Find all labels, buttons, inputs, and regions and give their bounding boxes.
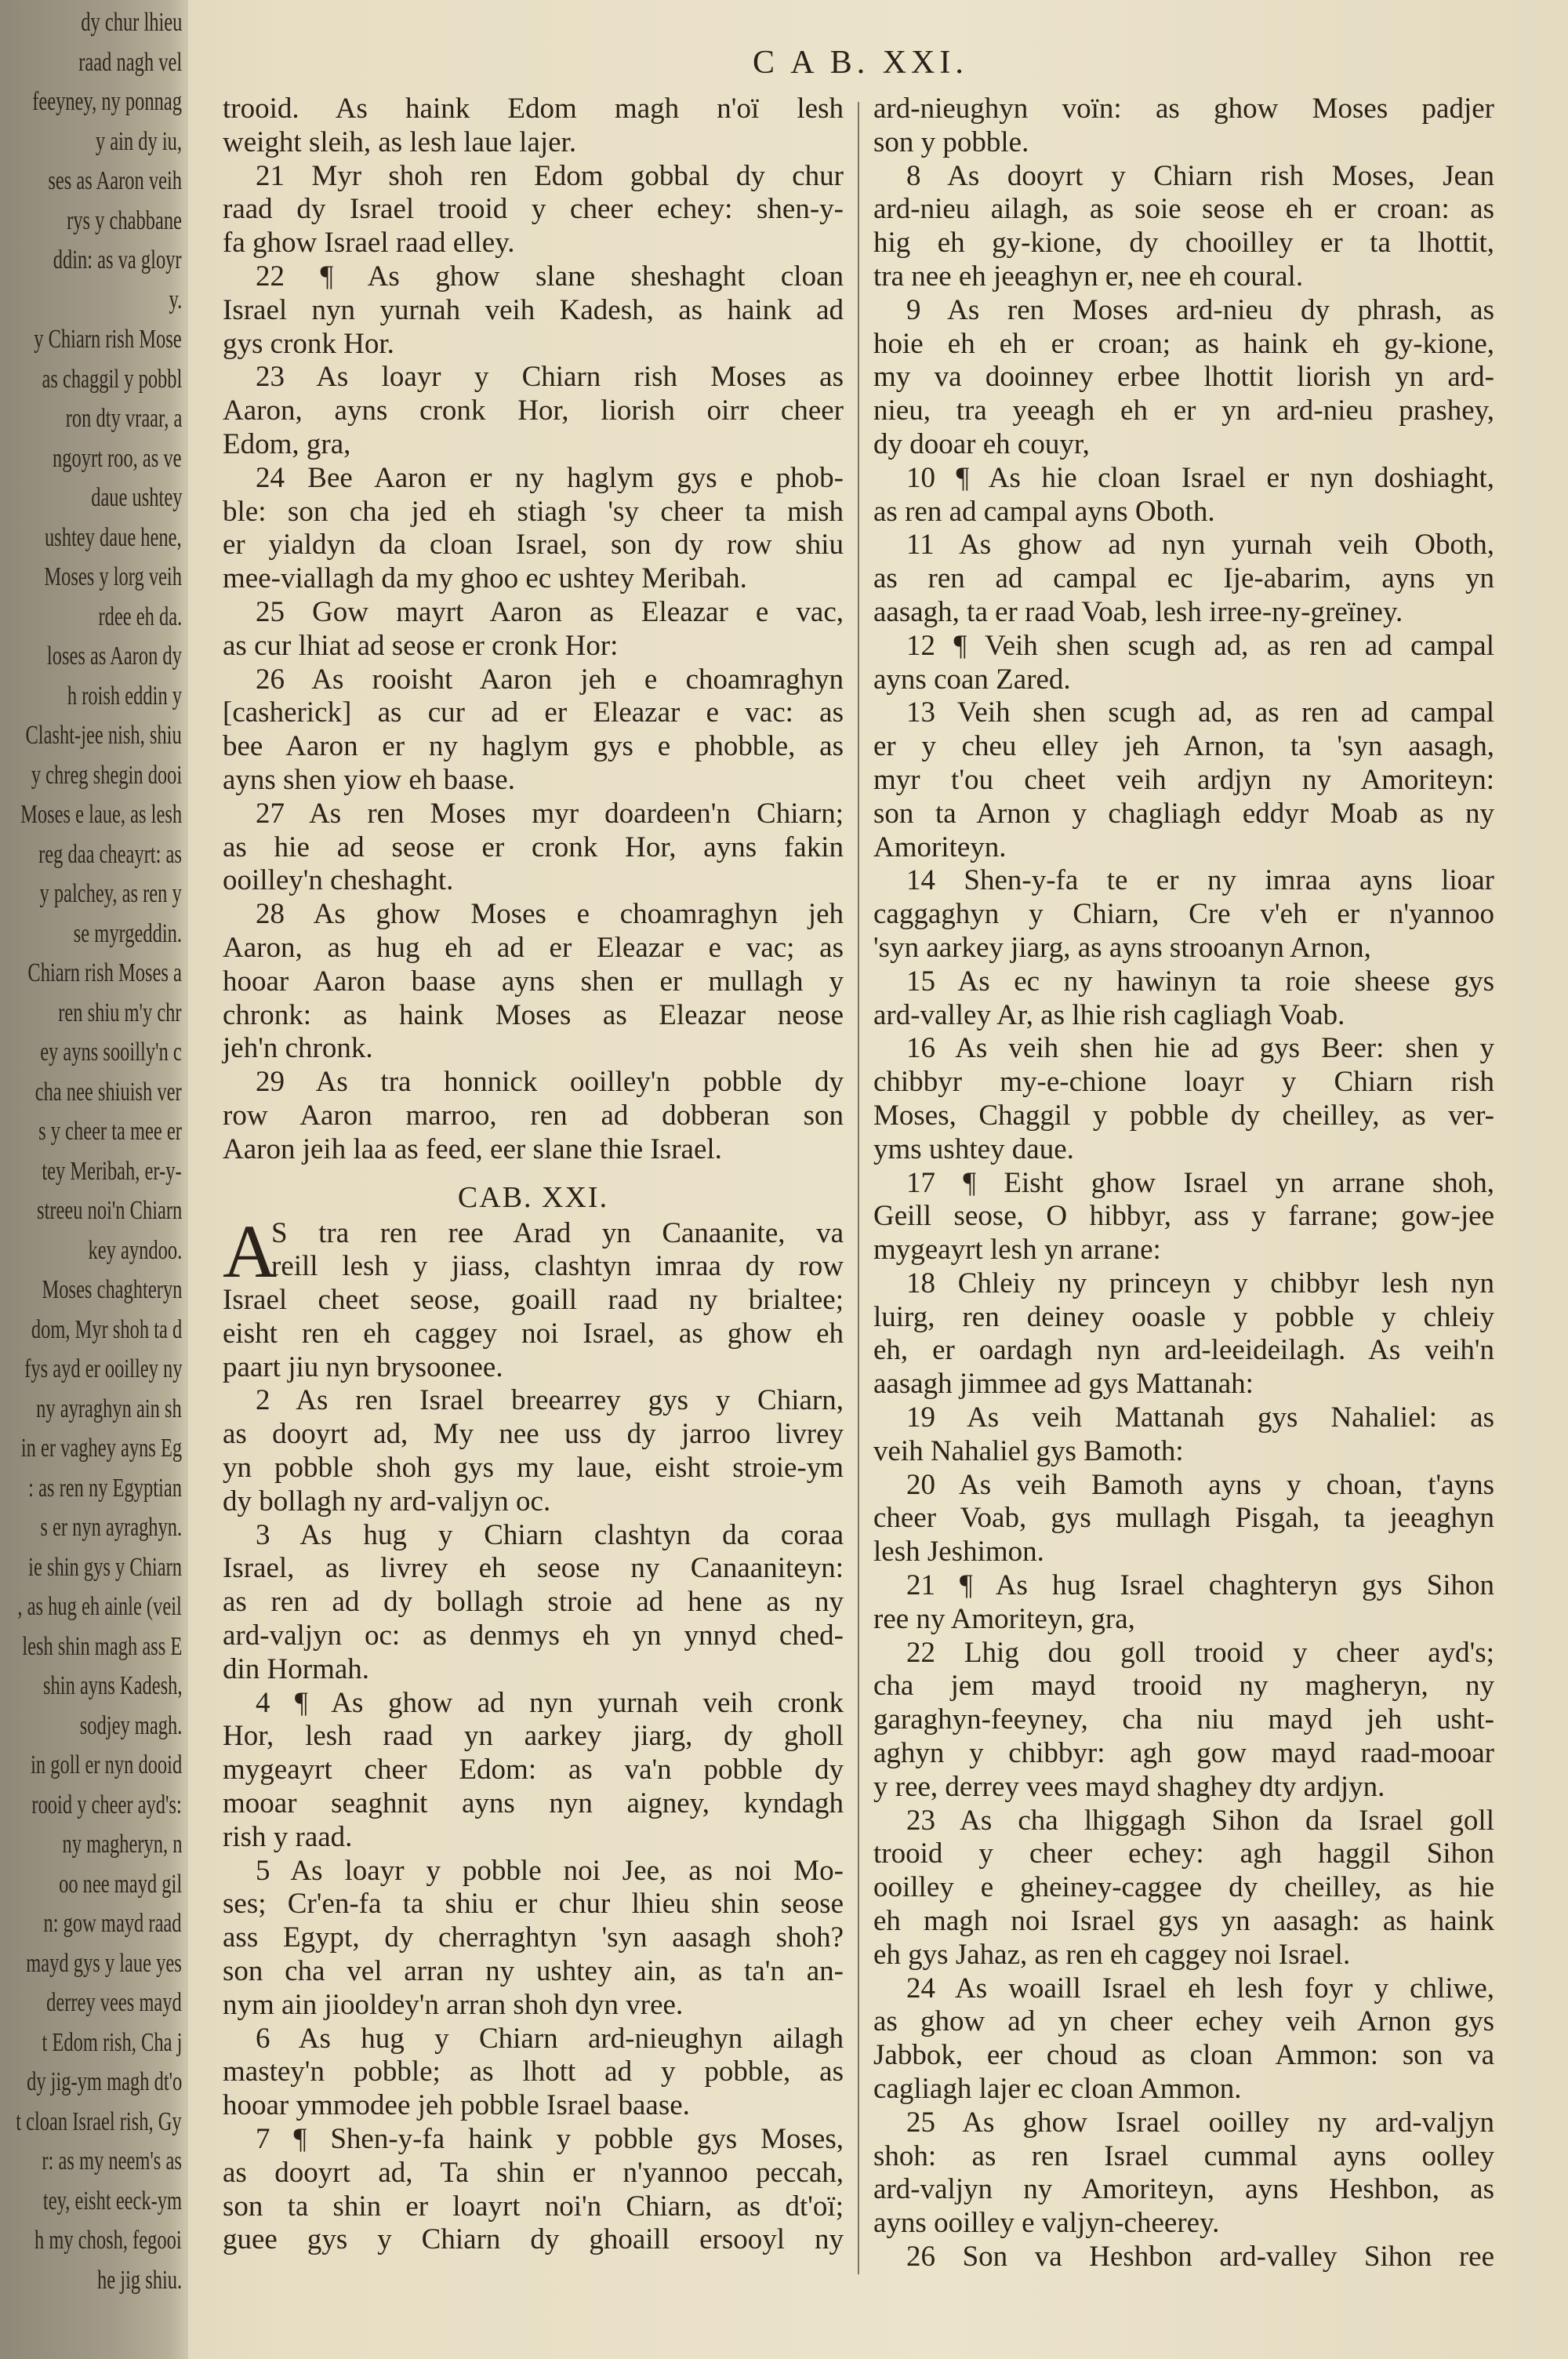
verse-paragraph bbox=[223, 1066, 844, 1166]
text-line: reill lesh y jiass, clashtyn imraa dy row bbox=[271, 1250, 844, 1283]
facing-page-fragment: tey, eisht eeck-ym bbox=[42, 2186, 182, 2215]
text-line: 9 As ren Moses ard-nieu dy phrash, as bbox=[906, 293, 1494, 326]
text-line: 26 As rooisht Aaron jeh e choamraghyn bbox=[256, 663, 844, 696]
facing-page-fragment: ren shiu m'y chr bbox=[58, 998, 182, 1027]
text-line: 24 Bee Aaron er ny haglym gys e phob- bbox=[256, 461, 844, 494]
verse-paragraph bbox=[223, 1687, 844, 1855]
text-line: 21 Myr shoh ren Edom gobbal dy chur bbox=[256, 159, 844, 192]
text-line: Israel cheet seose, goaill raad ny brialtee; bbox=[223, 1284, 844, 1317]
facing-page-fragment: n: gow mayd raad bbox=[43, 1909, 182, 1938]
verse-paragraph bbox=[223, 462, 844, 596]
text-line: Aaron, ayns cronk Hor, liorish oirr cheer bbox=[223, 394, 844, 427]
text-line: cheer Voab, gys mullagh Pisgah, ta jeeaghyn bbox=[873, 1502, 1494, 1535]
facing-page-fragment: Moses chaghteryn bbox=[42, 1275, 182, 1304]
facing-page-fragment: Clasht-jee nish, shiu bbox=[25, 721, 182, 750]
text-line: 14 Shen-y-fa te er ny imraa ayns lioar bbox=[906, 864, 1494, 897]
text-line: myr t'ou cheet veih ardjyn ny Amoriteyn: bbox=[873, 763, 1494, 796]
text-line: son ta shin er loayrt noi'n Chiarn, as dt'oï; bbox=[223, 2190, 844, 2223]
facing-page-fragment: y chreg shegin dooi bbox=[31, 760, 182, 790]
text-line: er y cheu elley jeh Arnon, ta 'syn aasagh, bbox=[873, 730, 1494, 763]
text-line: 22 ¶ As ghow slane sheshaght cloan bbox=[256, 260, 844, 293]
text-line: chronk: as haink Moses as Eleazar neose bbox=[223, 998, 844, 1031]
text-line: 16 As veih shen hie ad gys Beer: shen y bbox=[906, 1032, 1494, 1065]
text-line: as ren ad dy bollagh stroie ad hene as ny bbox=[223, 1586, 844, 1619]
text-line: ses; Cr'en-fa ta shiu er chur lhieu shin seose bbox=[223, 1888, 844, 1921]
text-line: y ree, derrey vees mayd shaghey dty ardjyn. bbox=[873, 1770, 1385, 1803]
text-line: ayns ooilley e valjyn-cheerey. bbox=[873, 2207, 1220, 2240]
text-line: 8 As dooyrt y Chiarn rish Moses, Jean bbox=[906, 159, 1494, 192]
chapter-heading: CAB. XXI. bbox=[457, 1180, 609, 1214]
facing-page-fragment: ny ayraghyn ain sh bbox=[36, 1394, 182, 1423]
text-line: hoie eh eh er croan; as haink eh gy-kione, bbox=[873, 327, 1494, 360]
text-line: cagliagh lajer ec cloan Ammon. bbox=[873, 2073, 1242, 2106]
text-line: S tra ren ree Arad yn Canaanite, va bbox=[271, 1216, 844, 1249]
text-line: ard-valjyn ny Amoriteyn, ayns Heshbon, as bbox=[873, 2173, 1494, 2206]
text-line: eisht ren eh caggey noi Israel, as ghow eh bbox=[223, 1317, 844, 1350]
text-line: 25 Gow mayrt Aaron as Eleazar e vac, bbox=[256, 595, 844, 628]
facing-page-fragment: Moses e laue, as lesh bbox=[20, 800, 182, 829]
text-line: 'syn aarkey jiarg, as ayns strooanyn Arnon, bbox=[873, 931, 1371, 964]
text-line: 13 Veih shen scugh ad, as ren ad campal bbox=[906, 696, 1494, 729]
text-line: 12 ¶ Veih shen scugh ad, as ren ad campal bbox=[906, 629, 1494, 662]
verse-paragraph bbox=[873, 1637, 1494, 1805]
text-line: as dooyrt ad, Ta shin er n'yannoo peccah, bbox=[223, 2156, 844, 2189]
text-line: 3 As hug y Chiarn clashtyn da coraa bbox=[256, 1518, 844, 1551]
verse-paragraph bbox=[873, 1032, 1494, 1166]
verse-paragraph bbox=[873, 160, 1494, 294]
verse-paragraph bbox=[223, 1209, 844, 1385]
verse-paragraph bbox=[873, 630, 1494, 697]
verse-paragraph bbox=[873, 864, 1494, 965]
facing-page-fragment: h roish eddin y bbox=[67, 681, 182, 711]
text-line: 2 As ren Israel breearrey gys y Chiarn, bbox=[256, 1384, 844, 1417]
facing-page-fragment: rdee eh da. bbox=[98, 602, 182, 631]
text-line: row Aaron marroo, ren ad dobberan son bbox=[223, 1099, 844, 1132]
verse-paragraph bbox=[223, 361, 844, 461]
text-line: my va dooinney erbee lhottit liorish yn ard- bbox=[873, 361, 1494, 394]
text-line: 22 Lhig dou goll trooid y cheer ayd's; bbox=[906, 1636, 1494, 1669]
text-line: Israel nyn yurnah veih Kadesh, as haink ad bbox=[223, 293, 844, 326]
verse-paragraph bbox=[223, 1384, 844, 1518]
verse-paragraph bbox=[223, 1855, 844, 2023]
verse-paragraph bbox=[223, 160, 844, 260]
text-line: 25 As ghow Israel ooilley ny ard-valjyn bbox=[906, 2106, 1494, 2139]
text-line: 6 As hug y Chiarn ard-nieughyn ailagh bbox=[256, 2022, 844, 2055]
verse-paragraph bbox=[873, 696, 1494, 864]
text-line: 20 As veih Bamoth ayns y choan, t'ayns bbox=[906, 1468, 1494, 1501]
text-line: aghyn y chibbyr: agh gow mayd raad-mooar bbox=[873, 1737, 1494, 1770]
text-line: ard-valjyn oc: as denmys eh yn ynnyd ched- bbox=[223, 1619, 844, 1652]
text-line: tra nee eh jeeaghyn er, nee eh coural. bbox=[873, 260, 1304, 293]
verse-paragraph bbox=[223, 596, 844, 663]
text-line: 29 As tra honnick ooilley'n pobble dy bbox=[256, 1066, 844, 1099]
text-line: chibbyr my-e-chione loayr y Chiarn rish bbox=[873, 1066, 1494, 1099]
verse-paragraph bbox=[223, 2023, 844, 2123]
text-line: cha jem mayd trooid ny magheryn, ny bbox=[873, 1670, 1494, 1703]
facing-page-fragment: t cloan Israel rish, Gy bbox=[16, 2106, 182, 2136]
text-line: lesh Jeshimon. bbox=[873, 1536, 1044, 1568]
facing-page-fragment: y Chiarn rish Mose bbox=[34, 325, 182, 354]
text-line: mygeayrt lesh yn arrane: bbox=[873, 1234, 1161, 1267]
text-line: caggaghyn y Chiarn, Cre v'eh er n'yannoo bbox=[873, 898, 1494, 931]
facing-page-fragment: , as hug eh ainle (veil bbox=[17, 1592, 182, 1621]
facing-page-fragment: ie shin gys y Chiarn bbox=[28, 1552, 182, 1582]
facing-page-fragment: key ayndoo. bbox=[88, 1235, 182, 1265]
text-line: 19 As veih Mattanah gys Nahaliel: as bbox=[906, 1401, 1494, 1434]
verse-paragraph bbox=[873, 1167, 1494, 1267]
facing-page-fragment: daue ushtey bbox=[90, 483, 182, 512]
text-line: guee gys y Chiarn dy ghoaill ersooyl ny bbox=[223, 2223, 844, 2256]
text-line: 28 As ghow Moses e choamraghyn jeh bbox=[256, 898, 844, 931]
verse-paragraph bbox=[873, 294, 1494, 462]
verse-paragraph bbox=[873, 1805, 1494, 1972]
text-line: mastey'n pobble; as lhott ad y pobble, as bbox=[223, 2055, 844, 2088]
verse-paragraph bbox=[873, 1401, 1494, 1469]
verse-paragraph bbox=[873, 2241, 1494, 2274]
text-line: bee Aaron er ny haglym gys e phobble, as bbox=[223, 730, 844, 763]
text-line: eh magh noi Israel gys yn aasagh: as haink bbox=[873, 1905, 1494, 1938]
text-line: mee-viallagh da my ghoo ec ushtey Meribah. bbox=[223, 562, 747, 595]
text-line: shoh: as ren Israel cummal ayns oolley bbox=[873, 2139, 1494, 2172]
facing-page-fragment: oo nee mayd gil bbox=[58, 1869, 182, 1899]
verse-paragraph bbox=[223, 260, 844, 361]
facing-page-fragment: mayd gys y laue yes bbox=[26, 1948, 182, 1978]
verse-paragraph bbox=[873, 1569, 1494, 1637]
facing-page-fragment: lesh shin magh ass E bbox=[22, 1631, 182, 1661]
facing-page-fragment: y. bbox=[169, 285, 182, 314]
facing-page-fragment: ny magheryn, n bbox=[62, 1830, 182, 1859]
text-line: Aaron, as hug eh ad er Eleazar e vac; as bbox=[223, 931, 844, 964]
text-line: as dooyrt ad, My nee uss dy jarroo livrey bbox=[223, 1418, 844, 1451]
facing-page-fragment: : as ren ny Egyptian bbox=[28, 1473, 182, 1503]
text-line: trooid. As haink Edom magh n'oï lesh bbox=[223, 93, 844, 125]
facing-page-fragment: r: as my neem's as bbox=[42, 2146, 182, 2175]
text-line: 23 As loayr y Chiarn rish Moses as bbox=[256, 361, 844, 394]
facing-page-fragment: feeyney, ny ponnag bbox=[32, 87, 182, 116]
text-line: ayns coan Zared. bbox=[873, 663, 1071, 696]
text-line: 4 ¶ As ghow ad nyn yurnah veih cronk bbox=[256, 1686, 844, 1719]
facing-page-fragment: dom, Myr shoh ta d bbox=[31, 1314, 182, 1344]
text-line: as hie ad seose er cronk Hor, ayns fakin bbox=[223, 831, 844, 863]
verse-paragraph bbox=[873, 462, 1494, 529]
text-line: fa ghow Israel raad elley. bbox=[223, 227, 515, 260]
verse-paragraph bbox=[223, 798, 844, 898]
facing-page-fragment: se myrgeddin. bbox=[73, 918, 182, 948]
facing-page-fragment: Moses y lorg veih bbox=[44, 562, 182, 591]
text-line: Hor, lesh raad yn aarkey jiarg, dy gholl bbox=[223, 1720, 844, 1753]
text-line: luirg, ren deiney ooasle y pobble y chleiy bbox=[873, 1300, 1494, 1333]
text-line: 17 ¶ Eisht ghow Israel yn arrane shoh, bbox=[906, 1166, 1494, 1199]
text-line: ard-nieu ailagh, as soie seose eh er croan: as bbox=[873, 193, 1494, 226]
right-column bbox=[873, 93, 1494, 2274]
text-line: dy dooar eh couyr, bbox=[873, 427, 1090, 460]
text-line: 24 As woaill Israel eh lesh foyr y chliwe, bbox=[906, 1972, 1494, 2005]
text-line: hooar ymmodee jeh pobble Israel baase. bbox=[223, 2089, 690, 2122]
facing-page-fragment: streeu noi'n Chiarn bbox=[36, 1196, 182, 1225]
text-line: as cur lhiat ad seose er cronk Hor: bbox=[223, 629, 619, 662]
text-line: gys cronk Hor. bbox=[223, 327, 394, 360]
facing-page-fragment: y ain dy iu, bbox=[95, 126, 182, 156]
column-divider bbox=[858, 102, 859, 2274]
text-line: ooilley'n cheshaght. bbox=[223, 864, 454, 897]
verse-paragraph bbox=[873, 529, 1494, 629]
text-line: Moses, Chaggil y pobble dy cheilley, as ver- bbox=[873, 1099, 1494, 1132]
text-line: dy bollagh ny ard-valjyn oc. bbox=[223, 1485, 551, 1518]
text-line: 21 ¶ As hug Israel chaghteryn gys Sihon bbox=[906, 1569, 1494, 1602]
verse-paragraph bbox=[873, 965, 1494, 1033]
facing-page-fragment: ses as Aaron veih bbox=[48, 166, 182, 195]
facing-page-fragment: y palchey, as ren y bbox=[39, 879, 182, 908]
text-line: ard-valley Ar, as lhie rish cagliagh Voab. bbox=[873, 998, 1345, 1031]
facing-page-fragment: ushtey daue hene, bbox=[45, 522, 182, 552]
text-line: as ren ad campal ayns Oboth. bbox=[873, 495, 1215, 528]
text-line: hooar Aaron baase ayns shen er mullagh y bbox=[223, 965, 844, 998]
text-line: 15 As ec ny hawinyn ta roie sheese gys bbox=[906, 965, 1494, 998]
facing-page-fragment: dy jig-ym magh dt'o bbox=[26, 2067, 182, 2096]
facing-page-fragment: he jig shiu. bbox=[96, 2265, 182, 2295]
left-column bbox=[223, 93, 844, 2257]
text-line: mooar seaghnit ayns nyn aigney, kyndagh bbox=[223, 1787, 844, 1820]
text-line: ree ny Amoriteyn, gra, bbox=[873, 1602, 1135, 1635]
verse-paragraph bbox=[223, 1519, 844, 1687]
facing-page-fragment: derrey vees mayd bbox=[46, 1988, 182, 2017]
text-line: trooid y cheer echey: agh haggil Sihon bbox=[873, 1837, 1494, 1870]
verse-paragraph bbox=[873, 2106, 1494, 2241]
text-line: Edom, gra, bbox=[223, 427, 351, 460]
facing-page-fragment: rys y chabbane bbox=[67, 205, 182, 235]
facing-page-fragment: ddin: as va gloyr bbox=[53, 245, 182, 274]
text-line: 11 As ghow ad nyn yurnah veih Oboth, bbox=[906, 529, 1494, 562]
facing-page-fragment: fys ayd er ooilley ny bbox=[24, 1354, 182, 1383]
text-line: Geill seose, O hibbyr, ass y farrane; gow-jee bbox=[873, 1200, 1494, 1233]
text-line: yms ushtey daue. bbox=[873, 1132, 1074, 1165]
text-line: din Hormah. bbox=[223, 1652, 370, 1685]
facing-page-fragment: ngoyrt roo, as ve bbox=[53, 443, 182, 473]
text-line: ayns shen yiow eh baase. bbox=[223, 763, 515, 796]
facing-page-fragment: reg daa cheayrt: as bbox=[38, 839, 182, 869]
text-line: 23 As cha lhiggagh Sihon da Israel goll bbox=[906, 1804, 1494, 1837]
facing-page-fragment: rooid y cheer ayd's: bbox=[31, 1790, 182, 1819]
facing-page-fragment: loses as Aaron dy bbox=[46, 642, 182, 671]
text-line: as ren ad campal ec Ije-abarim, ayns yn bbox=[873, 562, 1494, 595]
text-line: mygeayrt cheer Edom: as va'n pobble dy bbox=[223, 1754, 844, 1787]
text-line: 26 Son va Heshbon ard-valley Sihon ree bbox=[906, 2241, 1494, 2273]
text-line: hig eh gy-kione, dy chooilley er ta lhottit, bbox=[873, 227, 1494, 260]
text-line: son ta Arnon y chagliagh eddyr Moab as ny bbox=[873, 797, 1494, 830]
facing-page-fragment: raad nagh vel bbox=[78, 47, 182, 77]
verse-paragraph bbox=[223, 2123, 844, 2257]
text-line: 5 As loayr y pobble noi Jee, as noi Mo- bbox=[256, 1854, 844, 1887]
text-line: ard-nieughyn voïn: as ghow Moses padjer bbox=[873, 93, 1494, 125]
facing-page-fragment: s y cheer ta mee er bbox=[38, 1117, 182, 1146]
text-line: Amoriteyn. bbox=[873, 831, 1007, 863]
verse-paragraph bbox=[873, 1267, 1494, 1401]
text-line: 27 As ren Moses myr doardeen'n Chiarn; bbox=[256, 797, 844, 830]
text-line: 18 Chleiy ny princeyn y chibbyr lesh nyn bbox=[906, 1267, 1494, 1299]
facing-page-fragment: in goll er nyn dooid bbox=[30, 1750, 182, 1779]
facing-page-fragment: t Edom rish, Cha j bbox=[42, 2027, 182, 2057]
verse-paragraph bbox=[223, 898, 844, 1066]
text-line: garaghyn-feeyney, cha niu mayd jeh usht- bbox=[873, 1703, 1494, 1736]
verse-paragraph bbox=[223, 663, 844, 798]
facing-page-fragment: ey ayns sooilly'n c bbox=[40, 1038, 182, 1067]
text-line: ass Egypt, dy cherraghtyn 'syn aasagh shoh? bbox=[223, 1921, 844, 1954]
text-line: eh, er oardagh nyn ard-leeideilagh. As veih'n bbox=[873, 1334, 1494, 1367]
text-line: eh gys Jahaz, as ren eh caggey noi Israel. bbox=[873, 1938, 1351, 1971]
text-line: er yialdyn da cloan Israel, son dy row shiu bbox=[223, 529, 844, 562]
facing-page-edge bbox=[0, 0, 188, 2359]
text-line: 7 ¶ Shen-y-fa haink y pobble gys Moses, bbox=[256, 2123, 844, 2156]
text-line: nym ain jiooldey'n arran shoh dyn vree. bbox=[223, 1988, 684, 2021]
text-line: Israel, as livrey eh seose ny Canaaniteyn: bbox=[223, 1552, 844, 1585]
text-line: veih Nahaliel gys Bamoth: bbox=[873, 1434, 1184, 1467]
verse-paragraph bbox=[223, 93, 844, 160]
facing-page-fragment: in er vaghey ayns Eg bbox=[20, 1434, 182, 1463]
text-line: son cha vel arran ny ushtey ain, as ta'n an- bbox=[223, 1955, 844, 1988]
text-line: aasagh jimmee ad gys Mattanah: bbox=[873, 1368, 1254, 1401]
text-line: paart jiu nyn brysoonee. bbox=[223, 1350, 503, 1383]
text-line: Aaron jeih laa as feed, eer slane thie Israel. bbox=[223, 1132, 722, 1165]
text-line: 10 ¶ As hie cloan Israel er nyn doshiaght, bbox=[906, 461, 1494, 494]
text-line: aasagh, ta er raad Voab, lesh irree-ny-greïney. bbox=[873, 595, 1403, 628]
facing-page-fragment: tey Meribah, er-y- bbox=[42, 1156, 182, 1186]
verse-paragraph bbox=[873, 1972, 1494, 2106]
facing-page-fragment: h my chosh, fegooi bbox=[34, 2226, 182, 2255]
verse-paragraph bbox=[873, 1469, 1494, 1569]
text-line: ble: son cha jed eh stiagh 'sy cheer ta mish bbox=[223, 495, 844, 528]
facing-page-fragment: Chiarn rish Moses a bbox=[27, 958, 182, 987]
facing-page-fragment: shin ayns Kadesh, bbox=[42, 1671, 182, 1700]
text-line: nieu, tra yeeagh eh er yn ard-nieu prashey, bbox=[873, 394, 1494, 427]
text-line: [casherick] as cur ad er Eleazar e vac: as bbox=[223, 696, 844, 729]
facing-page-fragment: s er nyn ayraghyn. bbox=[40, 1513, 182, 1542]
text-line: ooilley e gheiney-caggee dy cheilley, as hie bbox=[873, 1871, 1494, 1904]
facing-page-fragment: ron dty vraar, a bbox=[65, 404, 182, 433]
facing-page-fragment: cha nee shiuish ver bbox=[35, 1077, 182, 1107]
text-line: weight sleih, as lesh laue lajer. bbox=[223, 125, 577, 158]
text-line: son y pobble. bbox=[873, 125, 1029, 158]
text-line: yn pobble shoh gys my laue, eisht stroie-ym bbox=[223, 1452, 844, 1485]
facing-page-fragment: as chaggil y pobbl bbox=[42, 364, 182, 394]
text-line: Jabbok, eer choud as cloan Ammon: son va bbox=[873, 2039, 1494, 2072]
running-title: C A B. XXI. bbox=[753, 45, 968, 81]
facing-page-fragment: sodjey magh. bbox=[79, 1710, 182, 1740]
drop-cap: A bbox=[223, 1209, 278, 1293]
text-line: as ghow ad yn cheer echey veih Arnon gys bbox=[873, 2005, 1494, 2038]
facing-page-fragment: dy chur lhieu bbox=[80, 8, 182, 37]
text-line: raad dy Israel trooid y cheer echey: shen-y- bbox=[223, 193, 844, 226]
text-line: jeh'n chronk. bbox=[223, 1032, 373, 1065]
text-line: rish y raad. bbox=[223, 1820, 353, 1853]
verse-paragraph bbox=[873, 93, 1494, 160]
